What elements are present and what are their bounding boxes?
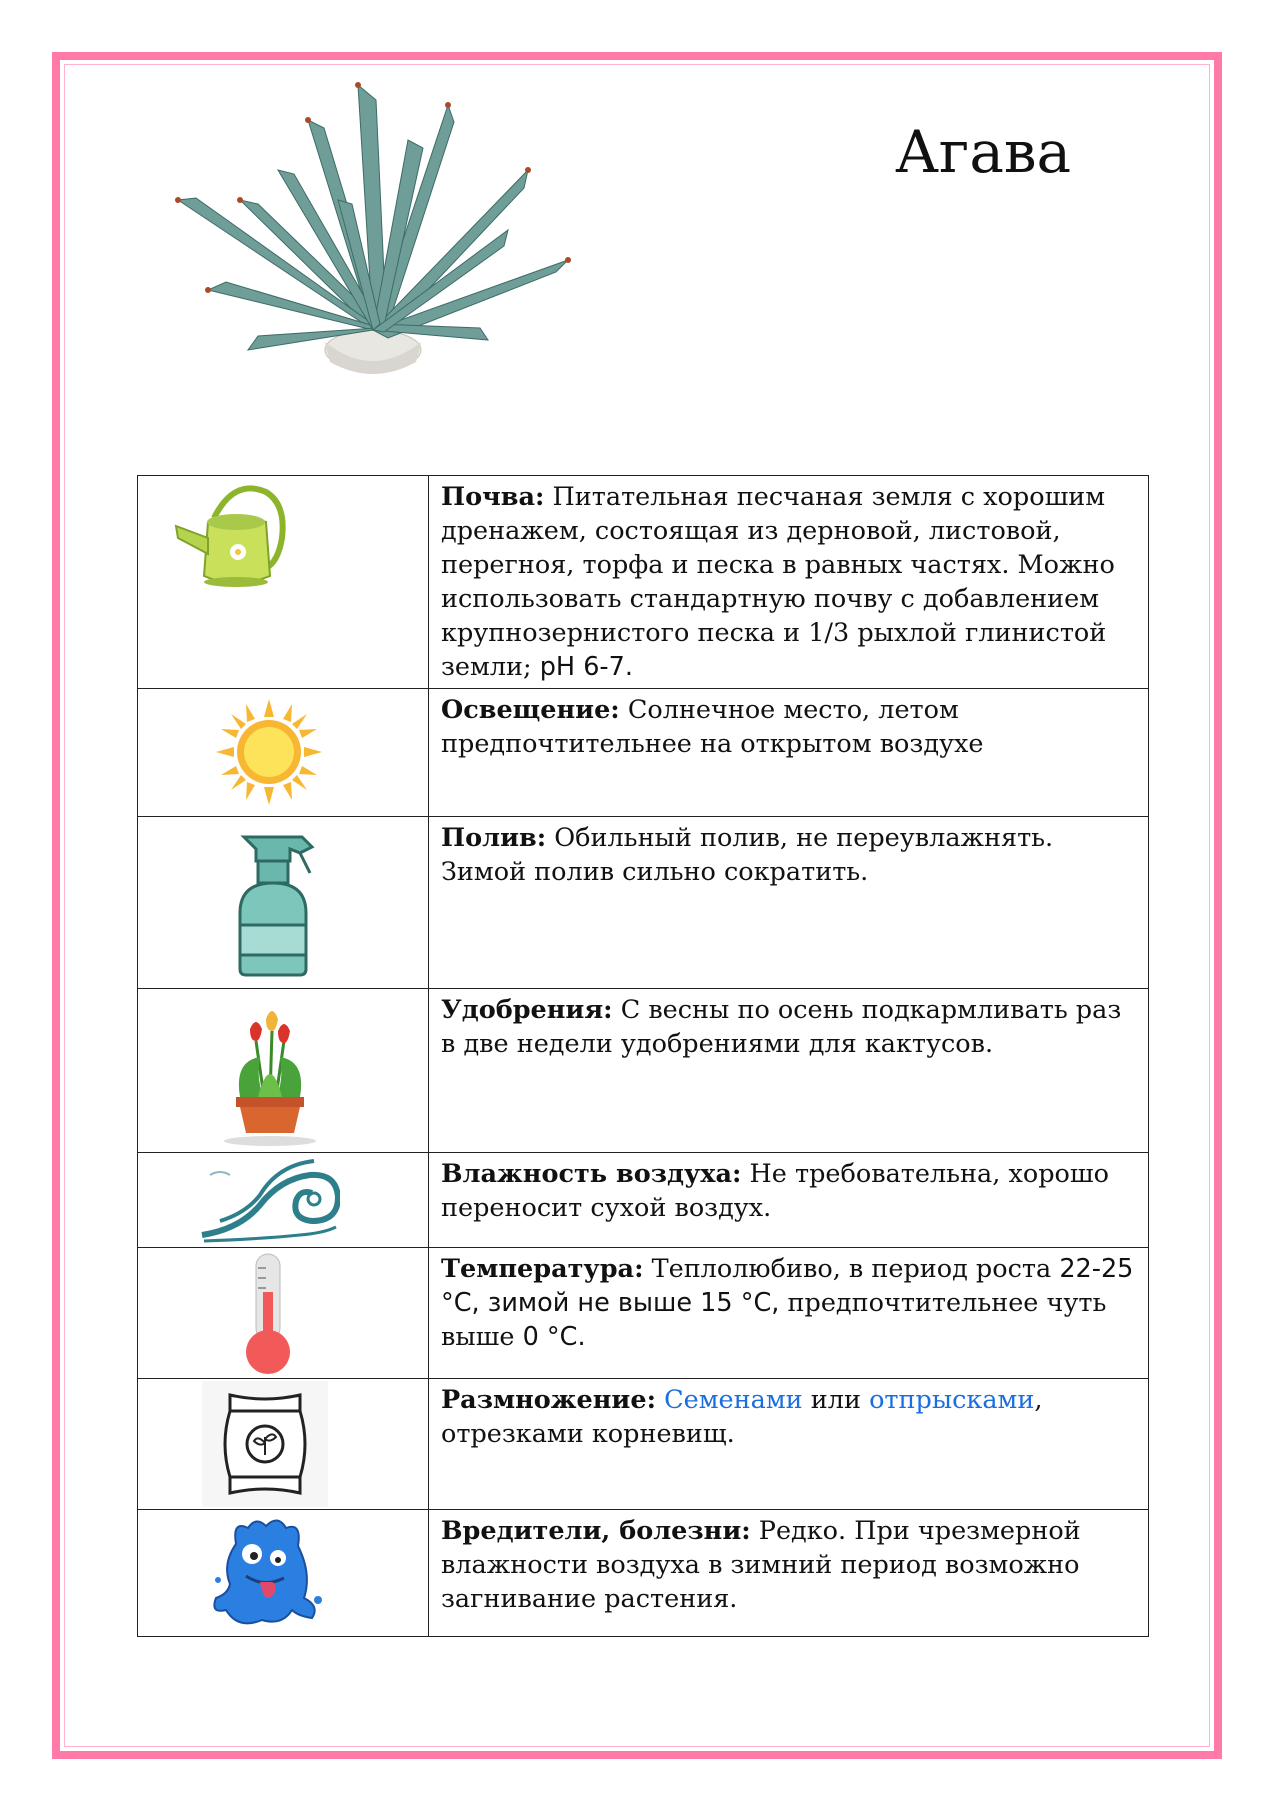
fertilizer-description: С весны по осень подкармливать раз в две недели удобрениями для кактусов.	[441, 995, 1122, 1059]
table-row	[138, 989, 1149, 1153]
humidity-label: Влажность воздуха:	[441, 1159, 742, 1189]
spray-bottle-icon	[230, 833, 316, 979]
temperature-description: Теплолюбиво, в период роста	[643, 1254, 1060, 1284]
propagation-label: Размножение:	[441, 1385, 656, 1415]
soil-text	[429, 476, 1149, 689]
humidity-description: Не требовательна, хорошо переносит сухой воздух.	[441, 1159, 1109, 1223]
icon-cell	[138, 689, 429, 817]
table-row	[138, 476, 1149, 689]
seeds-link[interactable]: Семенами	[664, 1385, 803, 1415]
table-row	[138, 689, 1149, 817]
table-row	[138, 1248, 1149, 1379]
icon-cell	[138, 817, 429, 989]
table-row	[138, 1153, 1149, 1248]
watering-can-icon	[174, 478, 300, 596]
care-table	[137, 475, 1149, 1637]
fertilizer-label: Удобрения:	[441, 995, 613, 1025]
temperature-min: 0 °С.	[522, 1322, 586, 1352]
soil-description: Питательная песчаная земля с хорошим дренажем, состоящая из дерновой, листовой, перегноя, торфа и песка в равных частях. Можно использовать стандартную почву с добавлением крупнозернистого песка и 1/3 рыхлой глинистой земли;	[441, 482, 1115, 682]
table-row	[138, 1510, 1149, 1637]
fertilizer-text	[429, 989, 1149, 1153]
table-row	[138, 817, 1149, 989]
thermometer-icon	[236, 1252, 300, 1376]
watering-description: Обильный полив, не переувлажнять. Зимой полив сильно сократить.	[441, 823, 1054, 887]
icon-cell	[138, 1248, 429, 1379]
soil-label: Почва:	[441, 482, 545, 512]
pests-label: Вредители, болезни:	[441, 1516, 751, 1546]
light-text	[429, 689, 1149, 817]
light-description: Солнечное место, летом предпочтительнее на открытом воздухе	[441, 695, 984, 759]
temperature-text	[429, 1248, 1149, 1379]
icon-cell	[138, 1153, 429, 1248]
propagation-description: , отрезками корневищ.	[441, 1385, 1043, 1449]
temperature-range: 22-25 °С, зимой не выше 15 °С,	[441, 1254, 1134, 1318]
temperature-label: Температура:	[441, 1254, 644, 1284]
potted-tulips-icon	[220, 1001, 316, 1147]
light-label: Освещение:	[441, 695, 620, 725]
wave-icon	[200, 1155, 340, 1245]
seed-bag-icon	[202, 1381, 328, 1507]
table-row	[138, 1379, 1149, 1510]
monster-icon	[208, 1514, 328, 1632]
icon-cell	[138, 989, 429, 1153]
temperature-note: предпочтительнее чуть выше	[441, 1288, 1107, 1352]
icon-cell	[138, 1510, 429, 1637]
watering-label: Полив:	[441, 823, 547, 853]
agave-plant-image	[148, 80, 590, 380]
pests-text	[429, 1510, 1149, 1637]
humidity-text	[429, 1153, 1149, 1248]
propagation-text	[429, 1379, 1149, 1510]
watering-text	[429, 817, 1149, 989]
icon-cell	[138, 1379, 429, 1510]
icon-cell	[138, 476, 429, 689]
propagation-or: или	[802, 1385, 870, 1415]
page-title: Агава	[895, 118, 1072, 186]
pests-description: Редко. При чрезмерной влажности воздуха в зимний период возможно загнивание растения.	[441, 1516, 1081, 1614]
offshoots-link[interactable]: отпрысками	[869, 1385, 1035, 1415]
sun-icon	[216, 699, 322, 805]
soil-ph: pH 6-7.	[539, 652, 633, 682]
